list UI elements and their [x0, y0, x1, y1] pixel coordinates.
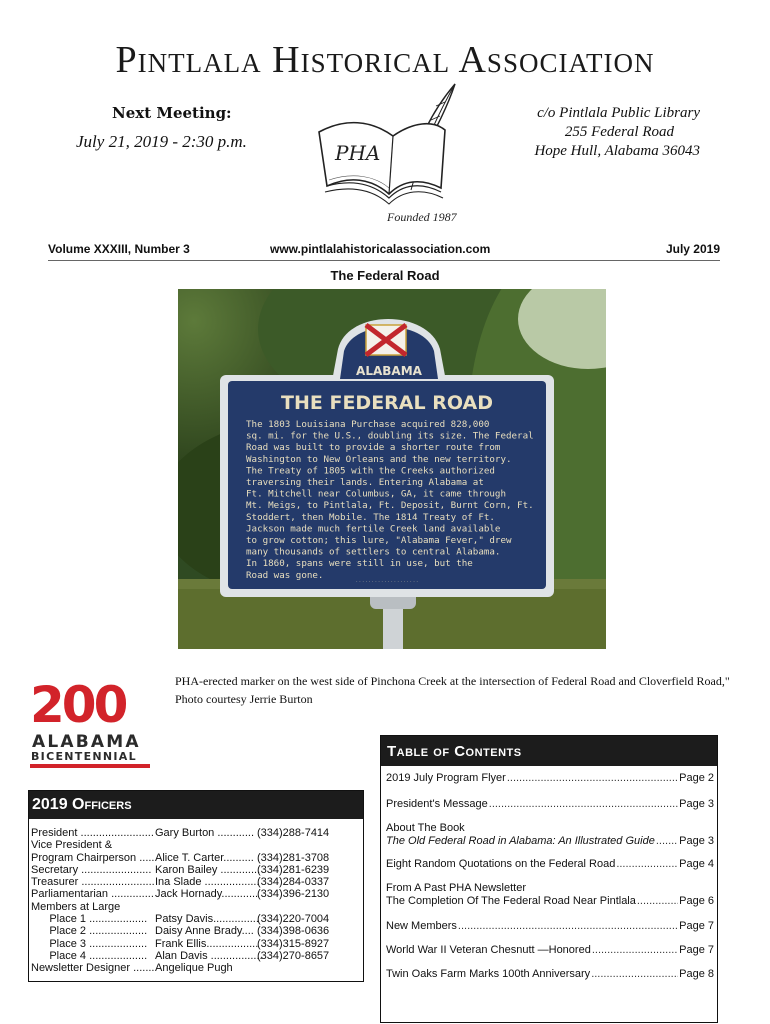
sign-text-line: Jackson made much fertile Creek land available: [246, 523, 501, 535]
alabama-bicentennial-logo: [30, 676, 154, 770]
officer-phone: (334)288-7414: [257, 827, 330, 839]
pha-logo: [305, 80, 470, 225]
officer-role: Place 3 ...................: [31, 937, 148, 950]
federal-road-marker-photo: [178, 289, 606, 649]
sign-seal-text: ALABAMA: [356, 364, 422, 378]
table-of-contents: [380, 735, 718, 1023]
toc-entry[interactable]: [386, 772, 714, 785]
bicentennial-state: ALABAMA: [32, 732, 141, 752]
officer-phone: (334)396-2130: [257, 888, 330, 901]
toc-page-number: Page 2: [679, 772, 714, 784]
bicentennial-number: 200: [30, 676, 126, 734]
officer-role: Parliamentarian ..............: [31, 888, 154, 901]
toc-entry[interactable]: [386, 822, 714, 848]
toc-entry-title: New Members: [386, 920, 457, 932]
officer-name: Jack Hornady............: [155, 888, 259, 901]
toc-page-number: Page 4: [679, 858, 714, 870]
officer-row: [31, 827, 361, 839]
officers-box: [28, 790, 364, 982]
officer-role: Treasurer ........................: [31, 876, 155, 889]
address-line-2: 255 Federal Road: [564, 124, 674, 140]
sign-text-line: The Treaty of 1805 with the Creeks authorized: [246, 465, 495, 477]
logo-initials: PHA: [335, 141, 381, 165]
officer-row: [31, 852, 361, 864]
volume-number: Volume XXXIII, Number 3: [48, 242, 190, 256]
sign-text-line: Ft. Mitchell near Columbus, GA, it came through: [246, 488, 506, 500]
officer-phone: (334)284-0337: [257, 876, 330, 889]
officer-phone: (334)398-0636: [257, 925, 330, 938]
toc-entry[interactable]: [386, 968, 714, 981]
toc-entry-label: From A Past PHA Newsletter: [386, 882, 526, 894]
officer-row: [31, 913, 361, 925]
officer-row: [31, 950, 361, 962]
officer-row: [31, 962, 361, 974]
toc-leader-dots: [592, 944, 678, 957]
officer-name: Frank Ellis.................: [155, 937, 259, 950]
officer-name: Patsy Davis...............: [155, 913, 259, 926]
toc-page-number: Page 7: [679, 920, 714, 932]
officer-role: Members at Large: [31, 900, 121, 913]
sign-text-line: The 1803 Louisiana Purchase acquired 828,000: [246, 419, 490, 430]
officer-phone: (334)220-7004: [257, 913, 330, 926]
sign-text-line: to grow cotton; this lure, "Alabama Fever," drew: [246, 535, 512, 546]
toc-leader-dots: [458, 920, 678, 933]
sign-text-line: many thousands of settlers to central Alabama.: [246, 546, 501, 558]
website-link[interactable]: www.pintlalahistoricalassociation.com: [270, 242, 491, 256]
officer-row: [31, 901, 361, 913]
toc-entry[interactable]: [386, 882, 714, 908]
sign-text-line: Washington to New Orleans and the new territory.: [246, 453, 512, 465]
toc-page-number: Page 8: [679, 968, 714, 980]
officer-name: Karon Bailey .............: [155, 863, 261, 876]
toc-entry-title: Twin Oaks Farm Marks 100th Anniversary: [386, 968, 591, 980]
toc-entry[interactable]: [386, 858, 714, 871]
toc-leader-dots: [591, 968, 678, 981]
toc-entry[interactable]: [386, 798, 714, 811]
header-divider: [48, 260, 720, 261]
officer-role: President ........................: [31, 827, 154, 839]
bicentennial-word: BICENTENNIAL: [31, 750, 137, 763]
toc-page-number: Page 3: [679, 798, 714, 810]
toc-entry-title: President's Message: [386, 798, 488, 810]
address-line-1: c/o Pintlala Public Library: [537, 105, 700, 121]
toc-leader-dots: [656, 835, 678, 848]
officer-row: [31, 888, 361, 900]
officer-row: [31, 925, 361, 937]
officer-row: [31, 839, 361, 851]
officer-row: [31, 938, 361, 950]
officer-name: Alice T. Carter..........: [155, 851, 254, 864]
officer-role: Secretary .......................: [31, 863, 152, 876]
officer-role: Vice President &: [31, 839, 113, 852]
book-quill-icon: [305, 80, 470, 225]
next-meeting-label: Next Meeting:: [112, 104, 232, 122]
officer-role: Program Chairperson .....: [31, 851, 155, 864]
toc-entry-title: Eight Random Quotations on the Federal Road: [386, 858, 616, 870]
toc-entry-title: The Old Federal Road in Alabama: An Illustrated Guide: [386, 835, 655, 847]
officer-phone: (334)270-8657: [257, 949, 330, 962]
toc-entry-title: 2019 July Program Flyer: [386, 772, 506, 784]
toc-entry-title: The Completion Of The Federal Road Near Pintlala: [386, 895, 636, 907]
officer-phone: (334)281-6239: [257, 863, 330, 876]
sign-text-line: Stoddert, then Mobile. The 1814 Treaty of Ft.: [246, 511, 495, 523]
issue-date: July 2019: [665, 242, 720, 256]
officer-name: Daisy Anne Brady....: [155, 925, 254, 938]
sign-title: THE FEDERAL ROAD: [281, 392, 493, 414]
sign-text-line: Mt. Meigs, to Pintlala, Ft. Deposit, Burnt Corn, Ft.: [246, 500, 534, 512]
sign-text-line: sq. mi. for the U.S., doubling its size. The Federal: [246, 430, 534, 442]
sign-text-line: Road was built to provide a shorter route from: [246, 442, 501, 454]
officer-phone: (334)315-8927: [257, 937, 330, 950]
officers-list: [31, 827, 361, 975]
officer-row: [31, 876, 361, 888]
officer-role: Newsletter Designer .......: [31, 962, 155, 975]
toc-entry-label: About The Book: [386, 822, 465, 834]
toc-leader-dots: [637, 895, 678, 908]
toc-page-number: Page 6: [679, 895, 714, 907]
sign-text-line: traversing their lands. Entering Alabama at: [246, 477, 484, 488]
officer-role: Place 2 ...................: [31, 925, 148, 938]
toc-page-number: Page 3: [679, 835, 714, 847]
toc-leader-dots: [489, 798, 678, 811]
toc-entry-title: World War II Veteran Chesnutt —Honored: [386, 944, 591, 956]
toc-leader-dots: [507, 772, 678, 785]
sign-text-line: In 1860, spans were still in use, but the: [246, 558, 473, 570]
photo-caption: PHA-erected marker on the west side of Pinchona Creek at the intersection of Federal Road and Cloverfield Road," Photo courtesy Jerrie Burton: [175, 674, 730, 706]
officer-row: [31, 864, 361, 876]
sign-text-line: Road was gone.: [246, 569, 324, 581]
toc-heading: Table of Contents: [381, 736, 717, 766]
officer-name: Ina Slade ..................: [155, 876, 260, 889]
officer-role: Place 1 ...................: [31, 913, 148, 926]
officer-name: Gary Burton ............: [155, 827, 255, 839]
officer-name: Angelique Pugh: [155, 962, 233, 975]
svg-text:· · · · · · · · · · · · · · ·: · · · · · · · · · · · · · · · · · · · ·: [356, 579, 418, 585]
toc-entry[interactable]: [386, 944, 714, 957]
officer-name: Alan Davis .................: [155, 949, 263, 962]
address-line-3: Hope Hull, Alabama 36043: [534, 143, 700, 159]
masthead-title: Pintlala Historical Association: [115, 39, 655, 81]
officers-heading: 2019 Officers: [29, 791, 363, 819]
article-title: The Federal Road: [330, 268, 440, 283]
toc-entry[interactable]: [386, 920, 714, 933]
officer-role: Place 4 ...................: [31, 949, 148, 962]
officer-phone: (334)281-3708: [257, 851, 330, 864]
toc-leader-dots: [616, 858, 678, 871]
mailing-address: [460, 104, 700, 161]
toc-page-number: Page 7: [679, 944, 714, 956]
logo-founded: Founded 1987: [387, 210, 457, 224]
next-meeting-date: July 21, 2019 - 2:30 p.m.: [76, 132, 247, 151]
